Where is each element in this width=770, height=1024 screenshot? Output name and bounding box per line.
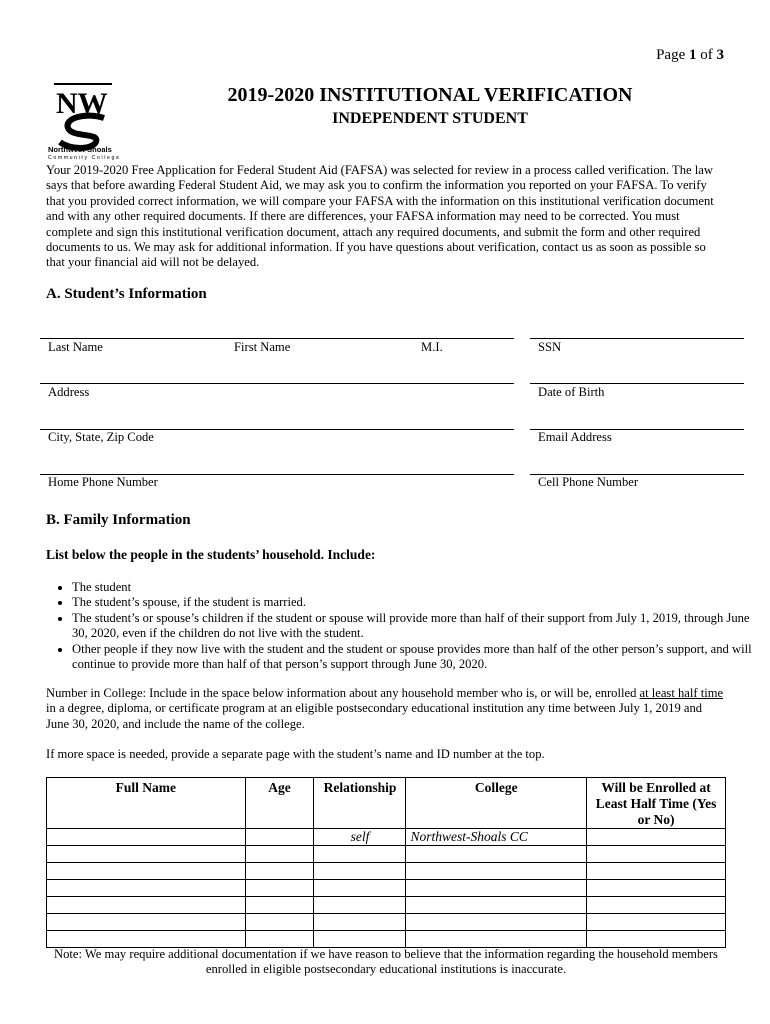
table-row <box>47 863 726 880</box>
college-header: College <box>406 778 587 829</box>
age-cell[interactable] <box>245 897 314 914</box>
enrolled-header: Will be Enrolled at Least Half Time (Yes or No) <box>587 778 726 829</box>
college-cell[interactable] <box>406 897 587 914</box>
svg-text:NW: NW <box>56 87 108 120</box>
mi-label: M.I. <box>421 340 443 354</box>
dob-line[interactable] <box>530 383 744 384</box>
college-cell[interactable] <box>406 863 587 880</box>
table-row <box>47 880 726 897</box>
relationship-cell[interactable] <box>314 863 406 880</box>
household-table <box>46 777 726 948</box>
full-name-cell[interactable] <box>47 829 246 846</box>
age-cell[interactable] <box>245 880 314 897</box>
full-name-cell[interactable] <box>47 897 246 914</box>
college-cell[interactable]: Northwest-Shoals CC <box>406 829 587 846</box>
section-b-heading: B. Family Information <box>46 512 191 528</box>
footnote: Note: We may require additional documentation if we have reason to believe that the information regarding the household members enrolled in eligible postsecondary educational institutions is inaccurate. <box>54 947 718 977</box>
dob-label: Date of Birth <box>538 385 605 399</box>
college-cell[interactable] <box>406 931 587 948</box>
last-name-label: Last Name <box>48 340 103 354</box>
household-bullet-list <box>46 580 752 672</box>
age-cell[interactable] <box>245 829 314 846</box>
table-row <box>47 897 726 914</box>
enrolled-cell[interactable] <box>587 880 726 897</box>
intro-paragraph: Your 2019-2020 Free Application for Federal Student Aid (FAFSA) was selected for review in a process called verification. The law says that before awarding Federal Student Aid, we may ask you to confirm the information you reported on your FAFSA. To verify that you provided correct information, we will compare your FAFSA with the information on this institutional verification document and with any other required documents. If there are differences, your FAFSA information may need to be corrected. You must complete and sign this institutional verification document, attach any required documents, and submit the form and other required documents to us. We may ask for additional information. If you have questions about verification, contact us as soon as possible so that your financial aid will not be delayed. <box>46 163 714 270</box>
name-line[interactable] <box>40 338 514 339</box>
cell-phone-label: Cell Phone Number <box>538 475 639 489</box>
email-label: Email Address <box>538 430 612 444</box>
age-cell[interactable] <box>245 846 314 863</box>
table-row <box>47 846 726 863</box>
list-item: • The student <box>72 580 752 595</box>
full-name-cell[interactable] <box>47 914 246 931</box>
full-name-cell[interactable] <box>47 931 246 948</box>
first-name-label: First Name <box>234 340 291 354</box>
number-in-college-paragraph: Number in College: Include in the space below information about any household member who is, or will be, enrolled at least half time in a degree, diploma, or certificate program at an eligible postsecondary educational institution any time between July 1, 2019 and June 30, 2020, and include the name of the college. <box>46 686 724 731</box>
list-item: • The student’s spouse, if the student is married. <box>72 595 752 610</box>
table-row <box>47 914 726 931</box>
page-number: Page 1 of 3 <box>656 47 724 63</box>
age-header: Age <box>245 778 314 829</box>
form-subtitle: INDEPENDENT STUDENT <box>332 110 528 127</box>
svg-text:Community College: Community College <box>48 155 121 160</box>
list-item: • Other people if they now live with the student and the student or spouse provides more than half of the other person’s support, and will continue to provide more than half of that person’s support through June 30, 2020. <box>72 642 752 673</box>
table-row <box>47 931 726 948</box>
age-cell[interactable] <box>245 931 314 948</box>
full-name-cell[interactable] <box>47 863 246 880</box>
relationship-cell[interactable] <box>314 846 406 863</box>
enrolled-cell[interactable] <box>587 931 726 948</box>
list-item: • The student’s or spouse’s children if the student or spouse will provide more than half of their support from July 1, 2019, through June 30, 2020, even if the children do not live with the student. <box>72 611 752 642</box>
relationship-cell[interactable] <box>314 897 406 914</box>
section-a-heading: A. Student’s Information <box>46 286 207 302</box>
ssn-label: SSN <box>538 340 562 354</box>
svg-text:Northwest-Shoals: Northwest-Shoals <box>48 145 112 154</box>
college-cell[interactable] <box>406 846 587 863</box>
ssn-line[interactable] <box>530 338 744 339</box>
relationship-cell[interactable] <box>314 914 406 931</box>
age-cell[interactable] <box>245 914 314 931</box>
age-cell[interactable] <box>245 863 314 880</box>
home-phone-label: Home Phone Number <box>48 475 158 489</box>
enrolled-cell[interactable] <box>587 863 726 880</box>
table-row <box>47 829 726 846</box>
full-name-cell[interactable] <box>47 880 246 897</box>
relationship-header: Relationship <box>314 778 406 829</box>
enrolled-cell[interactable] <box>587 846 726 863</box>
college-cell[interactable] <box>406 914 587 931</box>
household-instruction: List below the people in the students’ household. Include: <box>46 547 376 562</box>
city-label: City, State, Zip Code <box>48 430 154 444</box>
enrolled-cell[interactable] <box>587 914 726 931</box>
enrolled-cell[interactable] <box>587 829 726 846</box>
full-name-header: Full Name <box>47 778 246 829</box>
address-label: Address <box>48 385 90 399</box>
relationship-cell[interactable]: self <box>314 829 406 846</box>
relationship-cell[interactable] <box>314 931 406 948</box>
college-cell[interactable] <box>406 880 587 897</box>
full-name-cell[interactable] <box>47 846 246 863</box>
form-title: 2019-2020 INSTITUTIONAL VERIFICATION <box>227 84 633 106</box>
enrolled-cell[interactable] <box>587 897 726 914</box>
more-space-note: If more space is needed, provide a separate page with the student’s name and ID number at the top. <box>46 747 545 761</box>
relationship-cell[interactable] <box>314 880 406 897</box>
address-line[interactable] <box>40 383 514 384</box>
table-header-row <box>47 778 726 829</box>
